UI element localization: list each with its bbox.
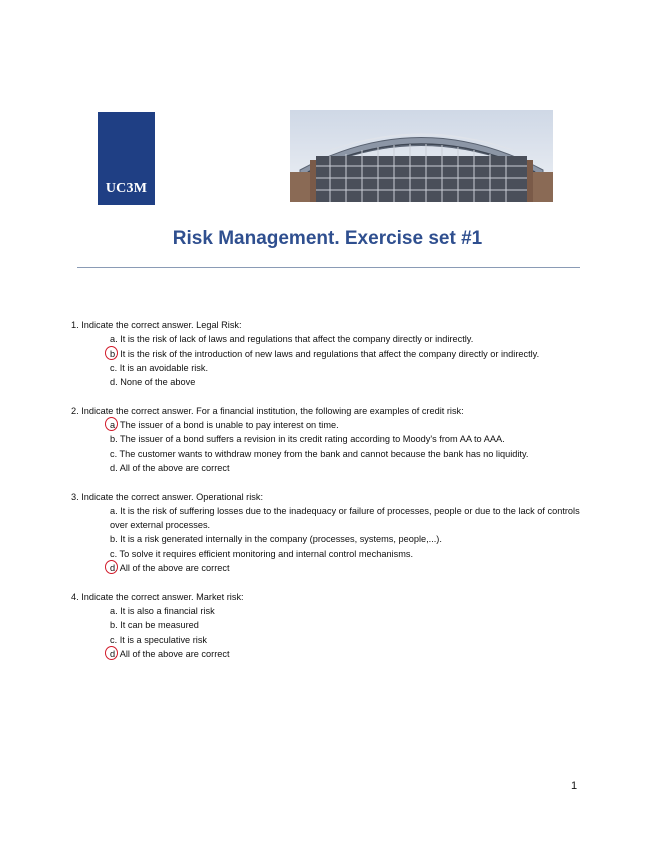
option-3d <box>110 561 591 575</box>
option-2c <box>110 447 591 461</box>
answer-circle-mark <box>105 560 118 574</box>
option-text: b. It is a risk generated internally in the company (processes, systems, people,...). <box>110 534 442 545</box>
option-2b <box>110 432 591 446</box>
option-text: d. None of the above <box>110 377 196 388</box>
option-text: a. It is also a financial risk <box>110 605 215 616</box>
option-text: b. It is the risk of the introduction of new laws and regulations that affect the company directly or indirectly. <box>110 348 540 359</box>
uc3m-logo <box>98 112 155 205</box>
title-divider <box>77 267 580 268</box>
option-text: d. All of the above are correct <box>110 563 230 574</box>
question-stem: 4. Indicate the correct answer. Market risk: <box>71 591 244 602</box>
option-3b <box>110 532 591 546</box>
option-1c <box>110 361 591 375</box>
option-text: b. The issuer of a bond suffers a revision in its credit rating according to Moody's from AA to AAA. <box>110 434 505 445</box>
option-text: c. To solve it requires efficient monitoring and internal control mechanisms. <box>110 548 413 559</box>
option-3c <box>110 547 591 561</box>
questions-list <box>71 318 591 675</box>
option-text: a. It is the risk of suffering losses due to the inadequacy or failure of processes, people or due to the lack of controls over external processes. <box>110 505 580 531</box>
question-1 <box>71 318 591 389</box>
question-3 <box>71 490 591 576</box>
option-1d <box>110 375 591 389</box>
option-text: d. All of the above are correct <box>110 462 230 473</box>
option-text: a. It is the risk of lack of laws and regulations that affect the company directly or indirectly. <box>110 334 474 345</box>
answer-circle-mark <box>105 346 118 360</box>
option-text: b. It can be measured <box>110 620 199 631</box>
option-text: c. It is a speculative risk <box>110 634 208 645</box>
answer-circle-mark <box>105 417 118 431</box>
option-text: c. It is an avoidable risk. <box>110 362 209 373</box>
option-4c <box>110 633 591 647</box>
option-4d <box>110 647 591 661</box>
option-1a <box>110 332 591 346</box>
option-2a <box>110 418 591 432</box>
option-1b <box>110 347 591 361</box>
option-text: c. The customer wants to withdraw money from the bank and cannot because the bank has no liquidity. <box>110 448 529 459</box>
option-3a <box>110 504 591 533</box>
page-title: Risk Management. Exercise set #1 <box>172 228 483 249</box>
option-4a <box>110 604 591 618</box>
page-number: 1 <box>571 780 578 792</box>
question-stem: 2. Indicate the correct answer. For a financial institution, the following are examples of credit risk: <box>71 405 464 416</box>
option-4b <box>110 618 591 632</box>
option-text: a. The issuer of a bond is unable to pay interest on time. <box>110 420 339 431</box>
question-2 <box>71 404 591 475</box>
option-2d <box>110 461 591 475</box>
question-stem: 3. Indicate the correct answer. Operational risk: <box>71 491 264 502</box>
question-4 <box>71 590 591 661</box>
question-stem: 1. Indicate the correct answer. Legal Risk: <box>71 320 242 330</box>
building-photo <box>290 110 553 202</box>
option-text: d. All of the above are correct <box>110 648 230 659</box>
answer-circle-mark <box>105 646 118 660</box>
logo-text: UC3M <box>105 181 148 196</box>
